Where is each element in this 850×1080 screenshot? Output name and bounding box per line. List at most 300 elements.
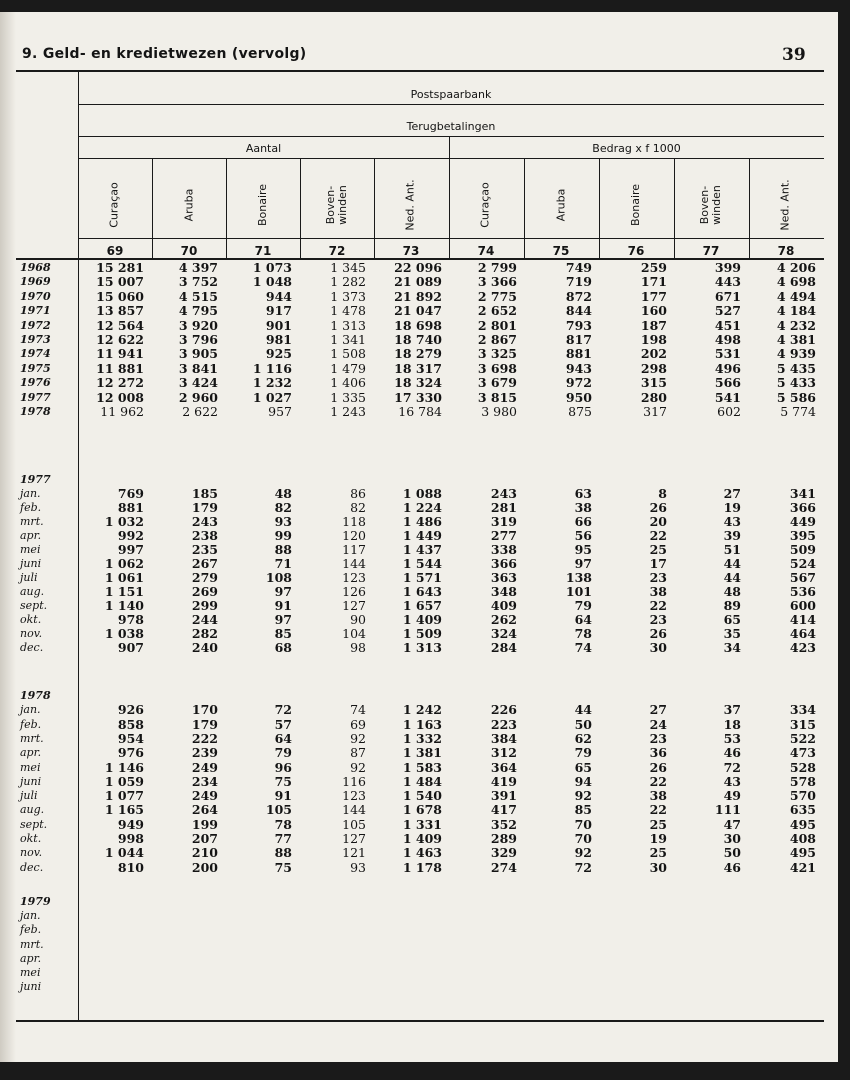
col-header-bovenwinden: Boven- winden (698, 185, 723, 225)
subgroup-title: Terugbetalingen (406, 120, 496, 133)
table-cell: 89 (723, 598, 741, 613)
table-cell: 1 059 (104, 773, 144, 789)
table-cell: 3 796 (178, 332, 218, 347)
table-cell: 395 (789, 528, 816, 543)
table-cell: 12 008 (96, 389, 144, 405)
table-cell: 18 (723, 716, 741, 732)
table-cell: 69 (350, 716, 366, 732)
table-cell: 449 (789, 514, 816, 529)
table-cell: 22 (649, 802, 667, 818)
table-cell: 13 857 (96, 303, 144, 319)
col-header-aruba: Aruba (182, 188, 195, 222)
table-cell: 1 571 (402, 570, 442, 585)
table-cell: 299 (191, 598, 218, 613)
table-cell: 3 905 (178, 346, 218, 362)
table-cell: 12 272 (96, 375, 144, 391)
table-cell: 338 (490, 542, 517, 557)
table-cell: 126 (342, 584, 366, 599)
table-cell: 92 (574, 845, 592, 861)
table-cell: 1 062 (104, 556, 144, 571)
page-sheet (0, 12, 838, 1062)
table-cell: 249 (191, 759, 218, 775)
table-cell: 282 (191, 626, 218, 641)
table-cell: 238 (191, 528, 218, 543)
row-label: mrt. (20, 515, 44, 528)
table-cell: 1 038 (104, 626, 144, 641)
table-cell: 177 (640, 288, 667, 304)
table-cell: 127 (342, 598, 366, 613)
table-cell: 65 (723, 612, 741, 627)
table-cell: 317 (643, 404, 667, 419)
table-cell: 1 146 (104, 759, 144, 775)
table-cell: 18 317 (394, 360, 442, 376)
table-cell: 97 (274, 584, 292, 599)
table-cell: 531 (714, 346, 741, 362)
table-cell: 82 (274, 500, 292, 515)
table-cell: 50 (723, 845, 741, 861)
table-cell: 298 (640, 360, 667, 376)
table-cell: 117 (342, 542, 366, 557)
col-number: 74 (477, 244, 495, 258)
table-cell: 85 (274, 626, 292, 641)
table-cell: 4 381 (776, 332, 816, 347)
table-cell: 872 (565, 288, 592, 304)
table-cell: 5 586 (776, 389, 816, 405)
col-number: 73 (402, 244, 420, 258)
table-cell: 1 335 (330, 389, 366, 405)
table-cell: 25 (649, 845, 667, 861)
table-cell: 329 (490, 845, 517, 861)
col-number: 69 (106, 244, 124, 258)
col-number: 76 (627, 244, 645, 258)
table-cell: 78 (574, 626, 592, 641)
row-label: 1976 (20, 376, 51, 390)
table-cell: 144 (342, 802, 366, 818)
binding-shadow (0, 12, 16, 1062)
table-cell: 944 (265, 288, 292, 304)
row-label-year: 1977 (20, 473, 51, 486)
table-cell: 99 (274, 528, 292, 543)
row-label-year: 1979 (20, 895, 51, 908)
table-cell: 19 (723, 500, 741, 515)
table-cell: 93 (350, 859, 366, 875)
table-cell: 578 (789, 773, 816, 789)
col-header-ned-ant: Ned. Ant. (779, 179, 792, 231)
table-cell: 414 (789, 612, 816, 627)
table-cell: 123 (342, 570, 366, 585)
table-cell: 88 (274, 845, 292, 861)
table-cell: 116 (342, 773, 366, 789)
col-number: 78 (777, 244, 795, 258)
table-cell: 1 678 (402, 802, 442, 818)
table-cell: 3 815 (477, 389, 517, 405)
table-cell: 567 (789, 570, 816, 585)
table-cell: 793 (565, 317, 592, 333)
table-cell: 522 (789, 730, 816, 746)
row-label: jan. (20, 487, 41, 500)
table-cell: 50 (574, 716, 592, 732)
table-cell: 160 (640, 303, 667, 319)
table-cell: 319 (490, 514, 517, 529)
table-cell: 972 (565, 375, 592, 391)
table-cell: 239 (191, 745, 218, 761)
table-cell: 1 484 (402, 773, 442, 789)
table-cell: 26 (649, 500, 667, 515)
table-cell: 1 486 (402, 514, 442, 529)
col-header-aruba: Aruba (554, 188, 567, 222)
table-cell: 3 679 (477, 375, 517, 391)
table-cell: 875 (568, 404, 592, 419)
table-cell: 1 331 (402, 816, 442, 832)
table-cell: 1 165 (104, 802, 144, 818)
table-cell: 5 774 (780, 404, 816, 419)
table-cell: 170 (191, 702, 218, 718)
row-label: juli (20, 571, 38, 584)
table-cell: 240 (191, 640, 218, 655)
row-label: apr. (20, 529, 42, 542)
table-cell: 498 (714, 332, 741, 347)
table-cell: 21 089 (394, 274, 442, 290)
table-cell: 30 (649, 640, 667, 655)
table-cell: 409 (490, 598, 517, 613)
row-label: okt. (20, 832, 42, 845)
table-cell: 8 (658, 486, 667, 501)
table-cell: 1 032 (104, 514, 144, 529)
table-cell: 3 841 (178, 360, 218, 376)
table-cell: 279 (191, 570, 218, 585)
running-head: 9. Geld- en kredietwezen (vervolg) (22, 46, 307, 62)
table-cell: 408 (789, 831, 816, 846)
table-cell: 901 (265, 317, 292, 333)
table-cell: 451 (714, 317, 741, 333)
table-cell: 1 282 (330, 274, 366, 290)
table-cell: 17 (649, 556, 667, 571)
table-cell: 36 (649, 745, 667, 761)
table-cell: 277 (490, 528, 517, 543)
table-cell: 16 784 (398, 404, 442, 419)
table-cell: 566 (714, 375, 741, 391)
table-cell: 22 (649, 528, 667, 543)
table-cell: 443 (714, 274, 741, 290)
table-cell: 981 (265, 332, 292, 347)
col-number: 71 (254, 244, 272, 258)
table-cell: 97 (274, 612, 292, 627)
table-cell: 25 (649, 542, 667, 557)
table-cell: 267 (191, 556, 218, 571)
table-cell: 64 (274, 730, 292, 746)
table-cell: 91 (274, 598, 292, 613)
table-cell: 2 622 (182, 404, 218, 419)
table-cell: 127 (342, 831, 366, 846)
table-cell: 75 (274, 773, 292, 789)
table-cell: 23 (649, 612, 667, 627)
table-cell: 4 515 (178, 288, 218, 304)
table-cell: 495 (789, 816, 816, 832)
table-cell: 47 (723, 816, 741, 832)
row-label: 1968 (20, 261, 51, 274)
table-cell: 202 (640, 346, 667, 362)
table-cell: 179 (191, 500, 218, 515)
table-cell: 185 (191, 486, 218, 501)
table-cell: 1 449 (402, 528, 442, 543)
table-cell: 20 (649, 514, 667, 529)
table-cell: 5 435 (776, 360, 816, 376)
table-cell: 4 795 (178, 303, 218, 319)
table-cell: 35 (723, 626, 741, 641)
table-cell: 1 381 (402, 745, 442, 761)
table-cell: 85 (574, 802, 592, 818)
table-cell: 4 494 (776, 288, 816, 304)
table-cell: 18 740 (394, 332, 442, 347)
table-cell: 950 (565, 389, 592, 405)
table-cell: 1 345 (330, 260, 366, 275)
table-cell: 541 (714, 389, 741, 405)
col-number: 75 (552, 244, 570, 258)
row-label: nov. (20, 846, 43, 860)
row-label: 1977 (20, 390, 51, 404)
table-cell: 244 (191, 612, 218, 627)
table-cell: 22 096 (394, 260, 442, 275)
table-cell: 21 047 (394, 303, 442, 319)
row-label-year: 1978 (20, 689, 51, 702)
row-label: 1974 (20, 347, 51, 361)
table-cell: 1 478 (330, 303, 366, 319)
table-cell: 1 463 (402, 845, 442, 861)
table-cell: 1 479 (330, 360, 366, 376)
table-cell: 262 (490, 612, 517, 627)
row-label: juni (20, 980, 42, 994)
table-cell: 949 (117, 816, 144, 832)
table-cell: 207 (191, 831, 218, 846)
table-cell: 38 (574, 500, 592, 515)
table-cell: 108 (265, 570, 292, 585)
row-label: 1971 (20, 304, 51, 318)
subgroup-rule (78, 136, 824, 137)
table-cell: 18 279 (394, 346, 442, 362)
table-cell: 63 (574, 486, 592, 501)
table-cell: 82 (350, 500, 366, 515)
row-label: mei (20, 760, 41, 774)
table-cell: 118 (342, 514, 366, 529)
col-header-curacao: Curaçao (479, 182, 492, 228)
table-cell: 98 (350, 640, 366, 655)
table-cell: 12 622 (96, 332, 144, 347)
table-cell: 30 (723, 831, 741, 846)
group-rule (78, 104, 824, 105)
table-cell: 74 (574, 640, 592, 655)
table-cell: 1 544 (402, 556, 442, 571)
table-cell: 57 (274, 716, 292, 732)
table-cell: 23 (649, 730, 667, 746)
table-cell: 417 (490, 802, 517, 818)
table-cell: 1 116 (252, 360, 292, 376)
table-cell: 600 (789, 598, 816, 613)
table-cell: 858 (117, 716, 144, 732)
col-number: 70 (180, 244, 198, 258)
table-cell: 17 330 (394, 389, 442, 405)
table-cell: 243 (191, 514, 218, 529)
table-cell: 1 583 (402, 759, 442, 775)
table-cell: 19 (649, 831, 667, 846)
table-cell: 91 (274, 788, 292, 804)
table-cell: 324 (490, 626, 517, 641)
table-cell: 3 366 (477, 274, 517, 290)
table-cell: 1 409 (402, 612, 442, 627)
table-cell: 21 892 (394, 288, 442, 304)
table-cell: 943 (565, 360, 592, 376)
table-cell: 2 801 (477, 317, 517, 333)
table-cell: 43 (723, 773, 741, 789)
table-cell: 26 (649, 626, 667, 641)
table-cell: 70 (574, 816, 592, 832)
table-cell: 53 (723, 730, 741, 746)
table-cell: 464 (789, 626, 816, 641)
table-cell: 30 (649, 859, 667, 875)
bedrag-header: Bedrag x f 1000 (592, 142, 681, 155)
table-cell: 138 (565, 570, 592, 585)
table-cell: 1 088 (402, 486, 442, 501)
table-cell: 315 (640, 375, 667, 391)
table-cell: 92 (350, 759, 366, 775)
row-label: 1975 (20, 361, 51, 375)
table-cell: 223 (490, 716, 517, 732)
table-cell: 3 325 (477, 346, 517, 362)
table-cell: 524 (789, 556, 816, 571)
table-cell: 348 (490, 584, 517, 599)
table-cell: 123 (342, 788, 366, 804)
table-cell: 527 (714, 303, 741, 319)
table-cell: 77 (274, 831, 292, 846)
table-cell: 269 (191, 584, 218, 599)
table-cell: 249 (191, 788, 218, 804)
table-cell: 1 332 (402, 730, 442, 746)
table-cell: 423 (789, 640, 816, 655)
table-cell: 144 (342, 556, 366, 571)
table-cell: 1 313 (330, 317, 366, 333)
table-cell: 235 (191, 542, 218, 557)
table-cell: 264 (191, 802, 218, 818)
table-cell: 65 (574, 759, 592, 775)
table-cell: 528 (789, 759, 816, 775)
row-label: mrt. (20, 731, 44, 745)
table-cell: 917 (265, 303, 292, 319)
table-cell: 11 962 (100, 404, 144, 419)
row-label: dec. (20, 641, 44, 654)
table-cell: 997 (117, 542, 144, 557)
table-cell: 312 (490, 745, 517, 761)
table-cell: 1 151 (104, 584, 144, 599)
table-cell: 198 (640, 332, 667, 347)
table-cell: 1 027 (252, 389, 292, 405)
table-cell: 635 (789, 802, 816, 818)
table-cell: 259 (640, 260, 667, 275)
table-cell: 27 (723, 486, 741, 501)
table-cell: 4 232 (776, 317, 816, 333)
table-cell: 64 (574, 612, 592, 627)
row-label: jan. (20, 909, 41, 923)
table-cell: 15 007 (96, 274, 144, 290)
table-cell: 101 (565, 584, 592, 599)
table-cell: 46 (723, 859, 741, 875)
table-cell: 4 206 (776, 260, 816, 275)
table-cell: 1 243 (330, 404, 366, 419)
row-label: feb. (20, 501, 42, 514)
table-cell: 105 (342, 816, 366, 832)
table-cell: 3 698 (477, 360, 517, 376)
table-cell: 210 (191, 845, 218, 861)
table-cell: 1 540 (402, 788, 442, 804)
table-cell: 79 (274, 745, 292, 761)
table-cell: 4 184 (776, 303, 816, 319)
table-cell: 75 (274, 859, 292, 875)
table-cell: 364 (490, 759, 517, 775)
table-cell: 978 (117, 612, 144, 627)
table-cell: 281 (490, 500, 517, 515)
table-cell: 46 (723, 745, 741, 761)
row-label: juni (20, 557, 42, 570)
table-cell: 51 (723, 542, 741, 557)
table-cell: 3 920 (178, 317, 218, 333)
row-label: nov. (20, 627, 43, 640)
table-cell: 509 (789, 542, 816, 557)
table-cell: 187 (640, 317, 667, 333)
table-cell: 222 (191, 730, 218, 746)
table-cell: 56 (574, 528, 592, 543)
table-cell: 37 (723, 702, 741, 718)
table-cell: 289 (490, 831, 517, 846)
table-cell: 495 (789, 845, 816, 861)
header-top-rule (16, 70, 824, 72)
table-cell: 87 (350, 745, 366, 761)
table-cell: 79 (574, 598, 592, 613)
table-cell: 1 313 (402, 640, 442, 655)
table-cell: 1 643 (402, 584, 442, 599)
table-cell: 399 (714, 260, 741, 275)
table-cell: 49 (723, 788, 741, 804)
table-bottom-rule (16, 1020, 824, 1022)
table-cell: 2 799 (477, 260, 517, 275)
table-cell: 243 (490, 486, 517, 501)
table-cell: 171 (640, 274, 667, 290)
table-cell: 954 (117, 730, 144, 746)
table-cell: 5 433 (776, 375, 816, 391)
table-cell: 4 698 (776, 274, 816, 290)
table-cell: 44 (574, 702, 592, 718)
table-cell: 72 (723, 759, 741, 775)
table-cell: 39 (723, 528, 741, 543)
table-cell: 907 (117, 640, 144, 655)
table-cell: 1 657 (402, 598, 442, 613)
table-cell: 48 (723, 584, 741, 599)
table-cell: 71 (274, 556, 292, 571)
row-label: 1978 (20, 405, 51, 418)
table-cell: 976 (117, 745, 144, 761)
table-cell: 1 077 (104, 788, 144, 804)
table-cell: 78 (274, 816, 292, 832)
table-cell: 1 437 (402, 542, 442, 557)
table-cell: 602 (717, 404, 741, 419)
row-label: sept. (20, 817, 48, 831)
row-label: sept. (20, 599, 48, 612)
table-cell: 1 061 (104, 570, 144, 585)
table-cell: 280 (640, 389, 667, 405)
row-label: juli (20, 789, 38, 803)
table-cell: 94 (574, 773, 592, 789)
table-cell: 70 (574, 831, 592, 846)
page-number: 39 (782, 45, 806, 65)
table-cell: 1 140 (104, 598, 144, 613)
table-cell: 925 (265, 346, 292, 362)
